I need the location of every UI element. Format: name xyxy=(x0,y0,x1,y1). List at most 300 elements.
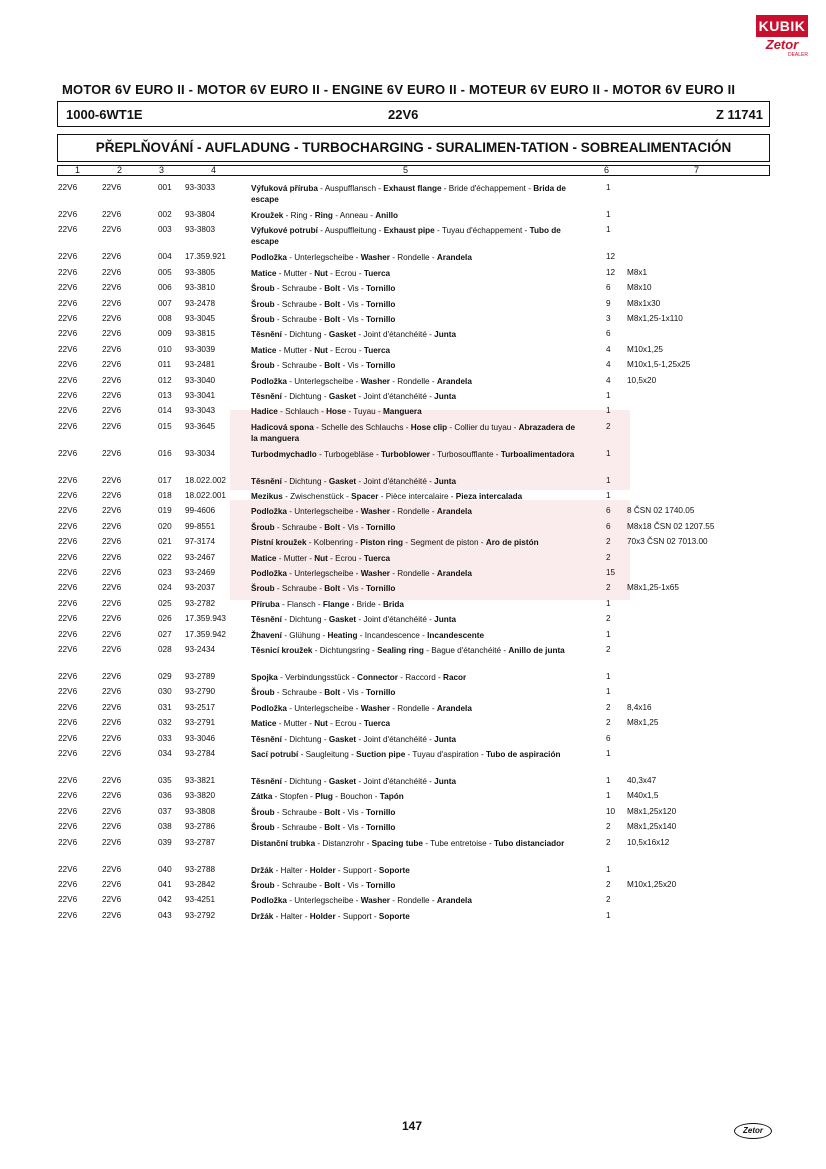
cell-model: 22V6 xyxy=(58,583,78,593)
cell-model: 22V6 xyxy=(58,568,78,578)
cell-engine: 22V6 xyxy=(102,629,122,639)
description-es: Tornillo xyxy=(365,823,396,833)
cell-model: 22V6 xyxy=(58,344,78,354)
cell-model: 22V6 xyxy=(58,598,78,608)
table-row xyxy=(0,645,826,672)
cell-quantity: 9 xyxy=(606,298,611,308)
cell-note: M10x1,25 xyxy=(627,344,663,354)
cell-note: 40,3x47 xyxy=(627,775,657,785)
cell-quantity: 6 xyxy=(606,506,611,516)
description-fr: - Joint d'étanchéité - xyxy=(356,615,435,625)
cell-position: 005 xyxy=(158,267,172,277)
cell-part-number: 93-2469 xyxy=(185,568,216,578)
cell-engine: 22V6 xyxy=(102,879,122,889)
cell-position: 023 xyxy=(158,568,172,578)
cell-model: 22V6 xyxy=(58,406,78,416)
description-rest: - Unterlegscheibe - xyxy=(286,507,361,517)
description-fr: - Support - xyxy=(335,911,379,921)
description-es: Tapón xyxy=(379,792,404,802)
cell-engine: 22V6 xyxy=(102,390,122,400)
cell-position: 033 xyxy=(158,733,172,743)
col-num-5: 5 xyxy=(403,165,409,175)
description-en: Sealing ring xyxy=(377,645,424,655)
cell-description xyxy=(251,314,581,325)
cell-position: 002 xyxy=(158,210,172,219)
description-es: Abrazadera de la manguera xyxy=(251,422,576,443)
cell-note: 70x3 ČSN 02 7013.00 xyxy=(627,537,708,547)
cell-position: 014 xyxy=(158,406,172,416)
description-cz: Šroub xyxy=(251,807,275,817)
cell-model: 22V6 xyxy=(58,864,78,874)
column-header xyxy=(57,165,770,176)
table-row xyxy=(0,476,826,491)
description-cz: Podložka xyxy=(251,569,287,579)
description-cz: Příruba xyxy=(251,599,280,609)
description-rest: - Kolbenring - xyxy=(306,538,361,548)
cell-engine: 22V6 xyxy=(102,448,122,458)
cell-model: 22V6 xyxy=(58,687,78,697)
cell-quantity: 2 xyxy=(606,583,611,593)
cell-position: 029 xyxy=(158,671,172,681)
cell-description xyxy=(251,422,581,444)
table-row xyxy=(0,583,826,598)
cell-engine: 22V6 xyxy=(102,718,122,728)
cell-note: 10,5x20 xyxy=(627,375,657,385)
table-row xyxy=(0,838,826,865)
cell-quantity: 2 xyxy=(606,421,611,431)
table-row xyxy=(0,718,826,733)
description-en: Suction pipe xyxy=(356,749,406,759)
cell-position: 038 xyxy=(158,822,172,832)
col-num-3: 3 xyxy=(159,165,165,175)
description-es: Tuerca xyxy=(363,268,391,278)
cell-description xyxy=(251,268,581,279)
description-fr: - Bouchon - xyxy=(332,792,380,802)
description-es: Pieza intercalada xyxy=(455,492,523,502)
cell-quantity: 6 xyxy=(606,283,611,293)
table-row xyxy=(0,345,826,360)
col-num-1: 1 xyxy=(75,165,81,175)
cell-description xyxy=(251,645,581,656)
cell-note: M8x1,25 xyxy=(627,718,659,728)
cell-engine: 22V6 xyxy=(102,671,122,681)
cell-note: 8,4x16 xyxy=(627,702,652,712)
description-es: Manguera xyxy=(382,407,422,417)
cell-engine: 22V6 xyxy=(102,521,122,531)
cell-quantity: 1 xyxy=(606,475,611,485)
cell-quantity: 1 xyxy=(606,910,611,920)
cell-quantity: 6 xyxy=(606,521,611,531)
cell-engine: 22V6 xyxy=(102,864,122,874)
cell-quantity: 2 xyxy=(606,614,611,624)
cell-part-number: 93-2786 xyxy=(185,822,216,832)
cell-position: 020 xyxy=(158,521,172,531)
description-en: Washer xyxy=(360,569,390,579)
description-es: Junta xyxy=(434,615,457,625)
cell-part-number: 93-3034 xyxy=(185,448,216,458)
cell-note: M10x1,5-1,25x25 xyxy=(627,360,691,370)
description-fr: - Rondelle - xyxy=(389,896,437,906)
description-en: Gasket xyxy=(328,776,357,786)
description-rest: - Schraube - xyxy=(274,807,325,817)
cell-position: 017 xyxy=(158,475,172,485)
table-row xyxy=(0,776,826,791)
description-cz: Podložka xyxy=(251,507,287,517)
cell-model: 22V6 xyxy=(58,822,78,832)
cell-description xyxy=(251,345,581,356)
cell-position: 010 xyxy=(158,344,172,354)
cell-position: 043 xyxy=(158,910,172,920)
cell-description xyxy=(251,791,581,802)
cell-part-number: 93-3808 xyxy=(185,806,216,816)
cell-engine: 22V6 xyxy=(102,491,122,501)
cell-model: 22V6 xyxy=(58,614,78,624)
description-rest: - Schraube - xyxy=(274,314,325,324)
description-fr: - Vis - xyxy=(340,584,366,594)
cell-position: 001 xyxy=(158,183,172,192)
table-row xyxy=(0,422,826,449)
cell-quantity: 2 xyxy=(606,879,611,889)
cell-part-number: 18.022.002 xyxy=(185,475,226,485)
cell-model: 22V6 xyxy=(58,252,78,262)
description-cz: Podložka xyxy=(251,703,287,713)
cell-quantity: 4 xyxy=(606,344,611,354)
description-rest: - Mutter - xyxy=(276,719,315,729)
table-row xyxy=(0,449,826,476)
cell-engine: 22V6 xyxy=(102,210,122,219)
cell-model: 22V6 xyxy=(58,298,78,308)
description-es: Tornillo xyxy=(365,880,396,890)
cell-description xyxy=(251,895,581,906)
description-en: Exhaust flange xyxy=(383,184,442,193)
description-cz: Těsnění xyxy=(251,476,282,486)
cell-part-number: 93-2842 xyxy=(185,879,216,889)
cell-part-number: 93-2037 xyxy=(185,583,216,593)
description-es: Junta xyxy=(434,476,457,486)
document-title: MOTOR 6V EURO II - MOTOR 6V EURO II - ENGINE 6V EURO II - MOTEUR 6V EURO II - MOTOR 6V EURO II xyxy=(62,82,736,97)
table-row xyxy=(0,376,826,391)
cell-description xyxy=(251,838,581,849)
cell-description xyxy=(251,406,581,417)
cell-model: 22V6 xyxy=(58,702,78,712)
description-cz: Výfukové potrubí xyxy=(251,226,318,236)
cell-quantity: 1 xyxy=(606,598,611,608)
table-row xyxy=(0,329,826,344)
cell-part-number: 93-3039 xyxy=(185,344,216,354)
cell-description xyxy=(251,225,581,247)
cell-description xyxy=(251,522,581,533)
description-rest: - Distanzrohr - xyxy=(315,838,372,848)
description-es: Junta xyxy=(434,734,457,744)
cell-engine: 22V6 xyxy=(102,406,122,416)
cell-engine: 22V6 xyxy=(102,375,122,385)
cell-model: 22V6 xyxy=(58,629,78,639)
table-row xyxy=(0,911,826,926)
cell-part-number: 93-3804 xyxy=(185,210,216,219)
cell-part-number: 17.359.942 xyxy=(185,629,226,639)
cell-model: 22V6 xyxy=(58,521,78,531)
cell-position: 016 xyxy=(158,448,172,458)
cell-description xyxy=(251,822,581,833)
description-es: Brida xyxy=(382,599,404,609)
cell-engine: 22V6 xyxy=(102,910,122,920)
description-en: Gasket xyxy=(328,734,357,744)
description-fr: - Bride - xyxy=(349,599,383,609)
description-cz: Těsnění xyxy=(251,330,282,340)
cell-description xyxy=(251,568,581,579)
table-row xyxy=(0,791,826,806)
description-es: Tornillo xyxy=(365,688,396,698)
cell-part-number: 18.022.001 xyxy=(185,491,226,501)
description-en: Washer xyxy=(360,376,390,386)
description-rest: - Schraube - xyxy=(274,299,325,309)
cell-part-number: 93-2517 xyxy=(185,702,216,712)
description-es: Tuerca xyxy=(363,553,391,563)
description-es: Anillo xyxy=(375,211,398,220)
description-en: Piston ring xyxy=(360,538,403,548)
cell-engine: 22V6 xyxy=(102,687,122,697)
cell-position: 006 xyxy=(158,283,172,293)
description-cz: Pístní kroužek xyxy=(251,538,307,548)
cell-quantity: 1 xyxy=(606,210,611,219)
description-cz: Turbodmychadlo xyxy=(251,449,317,459)
logo-zetor-text: Zetor xyxy=(765,37,799,52)
description-fr: - Bride d'échappement - xyxy=(441,184,534,193)
description-fr: - Tuyau d'aspiration - xyxy=(405,749,486,759)
cell-engine: 22V6 xyxy=(102,506,122,516)
description-es: Junta xyxy=(434,391,457,401)
cell-note: M8x1x30 xyxy=(627,298,661,308)
cell-position: 034 xyxy=(158,748,172,758)
description-cz: Šroub xyxy=(251,823,275,833)
cell-model: 22V6 xyxy=(58,283,78,293)
description-rest: - Schraube - xyxy=(274,823,325,833)
description-fr: - Vis - xyxy=(340,361,366,371)
description-cz: Šroub xyxy=(251,314,275,324)
description-es: Arandela xyxy=(436,507,472,517)
cell-description xyxy=(251,687,581,698)
description-es: Brida de escape xyxy=(251,184,566,204)
description-cz: Šroub xyxy=(251,522,275,532)
description-fr: - Anneau - xyxy=(332,211,376,220)
table-row xyxy=(0,703,826,718)
cell-model: 22V6 xyxy=(58,421,78,431)
description-fr: - Vis - xyxy=(340,880,366,890)
cell-description xyxy=(251,183,581,205)
cell-part-number: 17.359.921 xyxy=(185,252,226,262)
cell-engine: 22V6 xyxy=(102,552,122,562)
table-row xyxy=(0,491,826,506)
description-fr: - Ecrou - xyxy=(327,345,364,355)
cell-part-number: 93-3805 xyxy=(185,267,216,277)
table-row xyxy=(0,807,826,822)
description-en: Heating xyxy=(327,630,358,640)
cell-note: M8x1,25x140 xyxy=(627,822,677,832)
cell-part-number: 93-2789 xyxy=(185,671,216,681)
col-num-4: 4 xyxy=(211,165,217,175)
cell-model: 22V6 xyxy=(58,895,78,905)
cell-part-number: 93-2478 xyxy=(185,298,216,308)
description-es: Tuerca xyxy=(363,719,391,729)
description-en: Bolt xyxy=(324,299,341,309)
description-en: Nut xyxy=(314,553,328,563)
cell-position: 019 xyxy=(158,506,172,516)
description-es: Aro de pistón xyxy=(485,538,539,548)
cell-note: 10,5x16x12 xyxy=(627,837,670,847)
cell-part-number: 93-3043 xyxy=(185,406,216,416)
cell-position: 008 xyxy=(158,313,172,323)
cell-engine: 22V6 xyxy=(102,895,122,905)
cell-position: 036 xyxy=(158,791,172,801)
cell-position: 021 xyxy=(158,537,172,547)
description-fr: - Turbosoufflante - xyxy=(429,449,501,459)
cell-engine: 22V6 xyxy=(102,225,122,235)
cell-model: 22V6 xyxy=(58,475,78,485)
cell-engine: 22V6 xyxy=(102,313,122,323)
cell-quantity: 3 xyxy=(606,313,611,323)
description-en: Holder xyxy=(309,911,336,921)
cell-position: 012 xyxy=(158,375,172,385)
cell-description xyxy=(251,614,581,625)
cell-part-number: 99-8551 xyxy=(185,521,216,531)
description-fr: - Tuyau - xyxy=(346,407,383,417)
description-cz: Těsnění xyxy=(251,391,282,401)
description-rest: - Flansch - xyxy=(279,599,323,609)
description-es: Tornillo xyxy=(365,314,396,324)
description-rest: - Schraube - xyxy=(274,688,325,698)
description-rest: - Schelle des Schlauchs - xyxy=(313,422,411,432)
description-es: Tornillo xyxy=(365,807,396,817)
description-rest: - Dichtung - xyxy=(281,734,329,744)
cell-description xyxy=(251,672,581,683)
description-fr: - Vis - xyxy=(340,823,366,833)
table-row xyxy=(0,672,826,687)
table-row xyxy=(0,568,826,583)
cell-quantity: 12 xyxy=(606,267,616,277)
description-en: Washer xyxy=(360,507,390,517)
description-cz: Matice xyxy=(251,345,277,355)
cell-part-number: 93-2467 xyxy=(185,552,216,562)
cell-model: 22V6 xyxy=(58,448,78,458)
cell-position: 025 xyxy=(158,598,172,608)
description-fr: - Ecrou - xyxy=(327,268,364,278)
cell-engine: 22V6 xyxy=(102,298,122,308)
cell-part-number: 93-3803 xyxy=(185,225,216,235)
description-fr: - Rondelle - xyxy=(389,376,437,386)
cell-quantity: 1 xyxy=(606,406,611,416)
cell-engine: 22V6 xyxy=(102,748,122,758)
cell-position: 039 xyxy=(158,837,172,847)
cell-description xyxy=(251,210,581,221)
description-cz: Šroub xyxy=(251,584,275,594)
cell-description xyxy=(251,491,581,502)
description-rest: - Halter - xyxy=(273,911,310,921)
description-fr: - Raccord - xyxy=(397,672,444,682)
description-en: Washer xyxy=(360,896,390,906)
section-title: PŘEPLŇOVÁNÍ - AUFLADUNG - TURBOCHARGING - SURALIMEN-TATION - SOBREALIMENTACIÓN xyxy=(57,134,770,162)
cell-model: 22V6 xyxy=(58,791,78,801)
description-fr: - Joint d'étanchéité - xyxy=(356,391,435,401)
table-row xyxy=(0,283,826,298)
table-row xyxy=(0,749,826,776)
cell-note: M10x1,25x20 xyxy=(627,879,677,889)
model-code: 1000-6WT1E xyxy=(66,107,143,122)
description-rest: - Mutter - xyxy=(276,268,315,278)
cell-model: 22V6 xyxy=(58,837,78,847)
description-fr: - Rondelle - xyxy=(389,253,437,263)
description-en: Bolt xyxy=(324,361,341,371)
cell-position: 004 xyxy=(158,252,172,262)
table-row xyxy=(0,268,826,283)
table-row xyxy=(0,599,826,614)
cell-description xyxy=(251,252,581,263)
cell-quantity: 1 xyxy=(606,491,611,501)
cell-quantity: 2 xyxy=(606,837,611,847)
cell-quantity: 1 xyxy=(606,183,611,192)
cell-quantity: 6 xyxy=(606,733,611,743)
description-fr: - Incandescence - xyxy=(357,630,428,640)
cell-description xyxy=(251,703,581,714)
description-es: Arandela xyxy=(436,253,472,263)
description-en: Nut xyxy=(314,345,328,355)
cell-position: 011 xyxy=(158,360,172,370)
cell-position: 015 xyxy=(158,421,172,431)
description-en: Nut xyxy=(314,268,328,278)
description-cz: Matice xyxy=(251,268,277,278)
cell-quantity: 4 xyxy=(606,360,611,370)
description-cz: Žhavení xyxy=(251,630,282,640)
description-fr: - Ecrou - xyxy=(327,553,364,563)
description-en: Hose clip xyxy=(410,422,448,432)
logo-dealer-text: DEALER xyxy=(787,52,808,58)
description-fr: - Bague d'étanchéité - xyxy=(423,645,509,655)
cell-note: M40x1,5 xyxy=(627,791,659,801)
cell-model: 22V6 xyxy=(58,879,78,889)
cell-position: 041 xyxy=(158,879,172,889)
engine-code: 22V6 xyxy=(388,107,419,122)
cell-quantity: 10 xyxy=(606,806,616,816)
description-rest: - Unterlegscheibe - xyxy=(286,376,361,386)
cell-engine: 22V6 xyxy=(102,475,122,485)
cell-engine: 22V6 xyxy=(102,583,122,593)
description-en: Spacer xyxy=(351,492,379,502)
description-es: Junta xyxy=(434,330,457,340)
cell-model: 22V6 xyxy=(58,491,78,501)
description-fr: - Joint d'étanchéité - xyxy=(356,476,435,486)
description-es: Tornillo xyxy=(365,284,396,294)
cell-part-number: 93-2787 xyxy=(185,837,216,847)
description-es: Soporte xyxy=(378,911,410,921)
table-row xyxy=(0,314,826,329)
cell-quantity: 1 xyxy=(606,775,611,785)
cell-quantity: 1 xyxy=(606,390,611,400)
description-cz: Hadicová spona xyxy=(251,422,314,432)
cell-model: 22V6 xyxy=(58,267,78,277)
description-es: Tubo de aspiración xyxy=(486,749,561,759)
cell-part-number: 93-3041 xyxy=(185,390,216,400)
cell-engine: 22V6 xyxy=(102,537,122,547)
description-en: Washer xyxy=(360,253,390,263)
description-cz: Šroub xyxy=(251,688,275,698)
cell-engine: 22V6 xyxy=(102,775,122,785)
cell-engine: 22V6 xyxy=(102,822,122,832)
description-es: Arandela xyxy=(436,376,472,386)
description-es: Tubo distanciador xyxy=(493,838,565,848)
cell-quantity: 1 xyxy=(606,225,611,235)
description-cz: Výfuková příruba xyxy=(251,184,318,193)
cell-model: 22V6 xyxy=(58,313,78,323)
table-row xyxy=(0,299,826,314)
